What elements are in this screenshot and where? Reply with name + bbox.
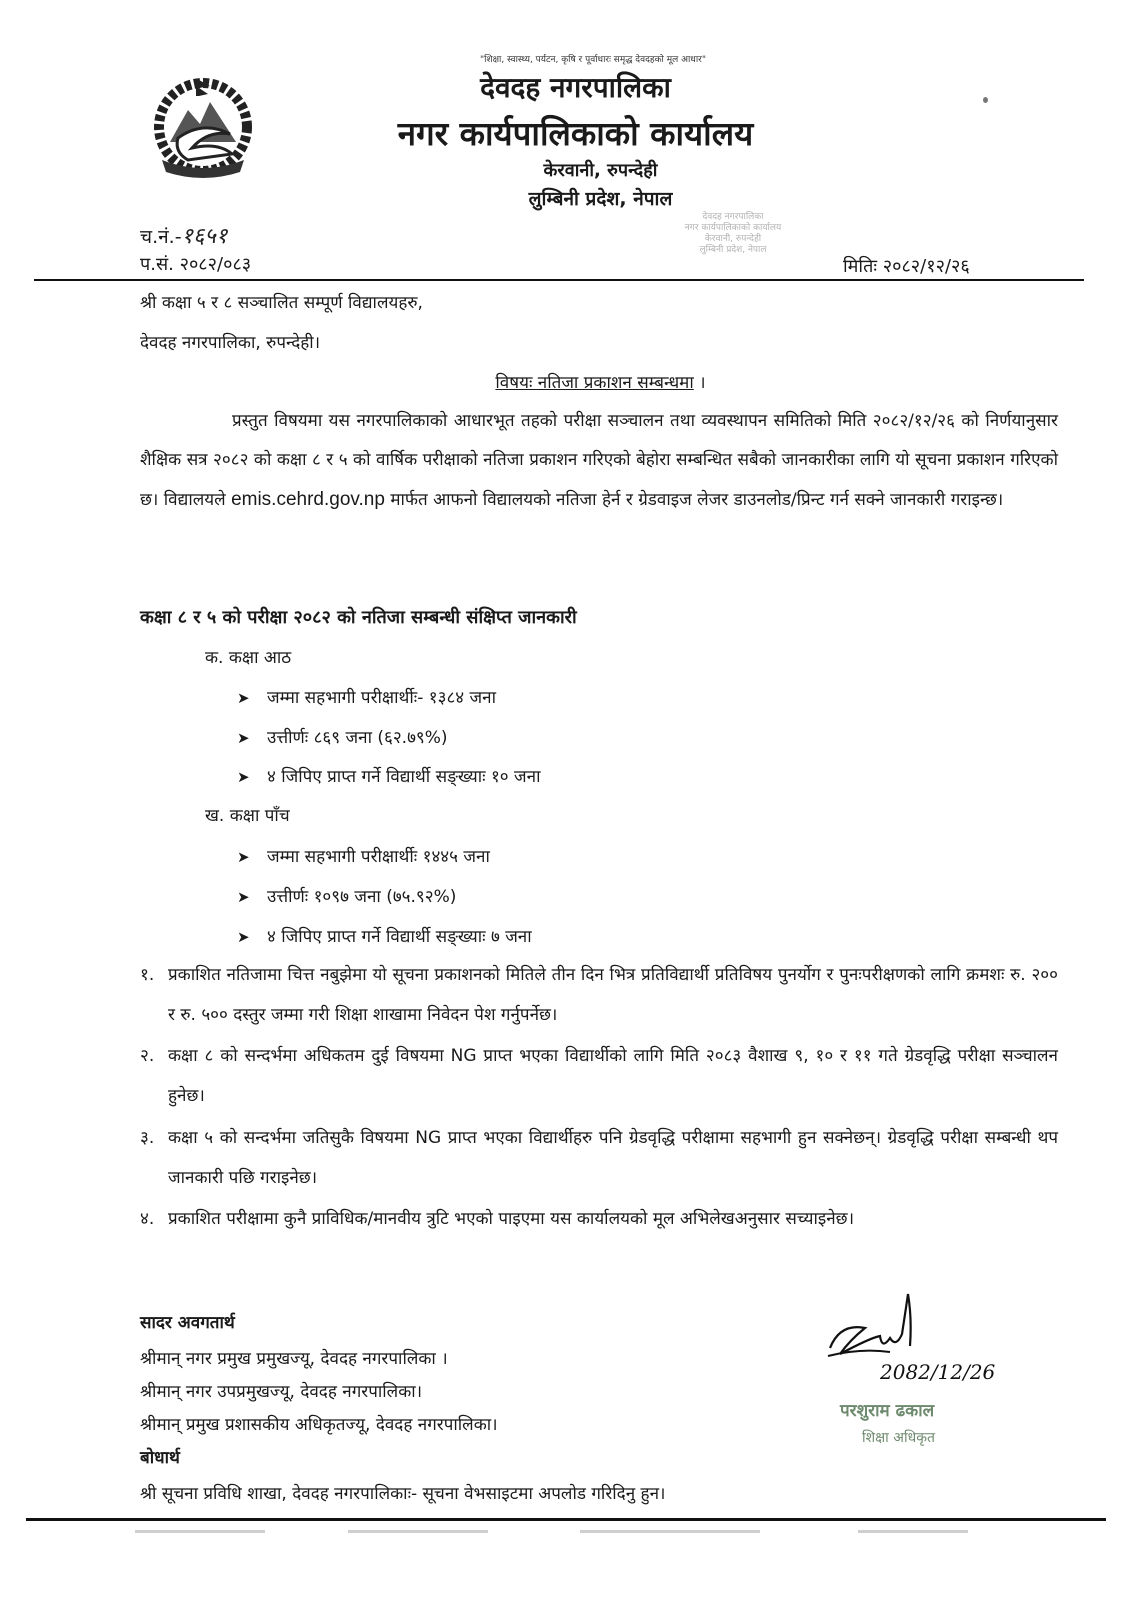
cc-info-recipient: श्रीमान् नगर प्रमुख प्रमुखज्यू, देवदह नगरपालिका ।	[140, 1349, 448, 1369]
note-number: १.	[140, 965, 155, 985]
note-item	[140, 1036, 1058, 1116]
arrowhead-bullet-icon: ➤	[237, 888, 250, 906]
note-item	[140, 1199, 1058, 1239]
dispatch-number: १६५१	[181, 224, 228, 249]
section-grade-8-title: क. कक्षा आठ	[205, 648, 292, 668]
footer-faint-text	[348, 1530, 488, 1533]
arrowhead-bullet-icon: ➤	[237, 689, 250, 707]
arrowhead-bullet-icon: ➤	[237, 848, 250, 866]
addressee-line-2: देवदह नगरपालिका, रुपन्देही।	[140, 333, 321, 353]
stamp-text-1: देवदह नगरपालिका	[702, 212, 764, 222]
grade-5-total: जम्मा सहभागी परीक्षार्थीः १४४५ जना	[267, 847, 490, 867]
subject-text: विषयः नतिजा प्रकाशन सम्बन्धमा	[495, 373, 694, 393]
fiscal-year-label: प.सं.	[140, 254, 174, 275]
grade-8-item	[237, 725, 448, 748]
note-item	[140, 1118, 1058, 1198]
emis-link[interactable]: emis.cehrd.gov.np	[231, 489, 385, 510]
office-stamp-icon	[648, 212, 818, 276]
grade-8-total: जम्मा सहभागी परीक्षार्थीः- १३८४ जना	[267, 688, 496, 708]
cc-info-recipient: श्रीमान् प्रमुख प्रशासकीय अधिकृतज्यू, देवदह नगरपालिका।	[140, 1415, 498, 1435]
addressee-line-1: श्री कक्षा ५ र ८ सञ्चालित सम्पूर्ण विद्यालयहरु,	[140, 293, 423, 313]
footer-faint-text	[580, 1530, 760, 1533]
cc-info-title: सादर अवगतार्थ	[140, 1313, 235, 1333]
body-paragraph	[140, 402, 1058, 520]
stamp-text-2: नगर कार्यपालिकाको कार्यालय	[684, 223, 782, 233]
grade-5-gpa4: ४ जिपिए प्राप्त गर्ने विद्यार्थी सङ्ख्याः ७ जना	[267, 927, 532, 947]
note-text: कक्षा ५ को सन्दर्भमा जतिसुकै विषयमा NG प्राप्त भएका विद्यार्थीहरु पनि ग्रेडवृद्धि परीक्षामा सहभागी हुन सक्नेछन्। ग्रेडवृद्धि परीक्षा सम्बन्धी थप जानकारी पछि गराइनेछ।	[168, 1128, 1058, 1188]
dispatch-number-row	[140, 220, 227, 250]
footer-divider	[26, 1518, 1106, 1521]
municipality-name: देवदह नगरपालिका	[480, 71, 671, 104]
grade-5-passed: उत्तीर्णः १०९७ जना (७५.९२%)	[267, 887, 457, 907]
section-grade-5-title: ख. कक्षा पाँच	[205, 806, 290, 826]
arrowhead-bullet-icon: ➤	[237, 768, 250, 786]
grade-8-gpa4: ४ जिपिए प्राप्त गर्ने विद्यार्थी सङ्ख्याः १० जना	[267, 767, 541, 787]
note-item	[140, 955, 1058, 1035]
fiscal-year: २०८२/०८३	[179, 254, 252, 275]
note-number: २.	[140, 1046, 155, 1066]
body-text-1: प्रस्तुत विषयमा यस नगरपालिकाको आधारभूत तहको परीक्षा सञ्चालन तथा व्यवस्थापन समितिको मिति २०८२/१२/२६ को निर्णयानुसार शैक्षिक सत्र २०८२ को कक्षा ८ र ५ को वार्षिक परीक्षाको नतिजा प्रकाशन गरिएको बेहोरा सम्बन्धित सबैको जानकारीका लागि यो सूचना प्रकाशन गरिएको छ। विद्यालयले	[140, 411, 1058, 510]
letter-date	[843, 254, 970, 278]
grade-8-passed: उत्तीर्णः ८६९ जना (६२.७९%)	[267, 728, 448, 748]
date-label: मितिः	[843, 256, 877, 277]
grade-5-item	[237, 884, 456, 907]
note-text: प्रकाशित परीक्षामा कुनै प्राविधिक/मानवीय त्रुटि भएको पाइएमा यस कार्यालयको मूल अभिलेखअनुसार सच्याइनेछ।	[168, 1209, 855, 1229]
footer-faint-text	[135, 1530, 265, 1533]
fiscal-year-row	[140, 252, 251, 276]
grade-5-item	[237, 924, 532, 947]
body-text-2: मार्फत आफनो विद्यालयको नतिजा हेर्न र ग्रेडवाइज लेजर डाउनलोड/प्रिन्ट गर्न सक्ने जानकारी गराइन्छ।	[390, 490, 1004, 510]
signatory-designation: शिक्षा अधिकृत	[862, 1430, 935, 1446]
cc-info-recipient: श्रीमान् नगर उपप्रमुखज्यू, देवदह नगरपालिका।	[140, 1382, 423, 1402]
municipality-motto: "शिक्षा, स्वास्थ्य, पर्यटन, कृषि र पूर्वाधारः समृद्ध देवदहको मूल आधार"	[480, 55, 706, 65]
grade-5-item	[237, 844, 490, 867]
summary-title: कक्षा ८ र ५ को परीक्षा २०८२ को नतिजा सम्बन्धी संक्षिप्त जानकारी	[140, 607, 577, 628]
note-number: ३.	[140, 1128, 155, 1148]
note-text: कक्षा ८ को सन्दर्भमा अधिकतम दुई विषयमा NG प्राप्त भएका विद्यार्थीको लागि मिति २०८३ वैशाख ९, १० र ११ गते ग्रेडवृद्धि परीक्षा सञ्चालन हुनेछ।	[168, 1046, 1058, 1106]
stamp-text-4: लुम्बिनी प्रदेश, नेपाल	[699, 245, 767, 255]
arrowhead-bullet-icon: ➤	[237, 928, 250, 946]
cc-action-recipient: श्री सूचना प्रविधि शाखा, देवदह नगरपालिकाः- सूचना वेभसाइटमा अपलोड गरिदिनु हुन।	[140, 1484, 666, 1504]
grade-8-item	[237, 764, 540, 787]
header-divider	[34, 279, 1084, 281]
arrowhead-bullet-icon: ➤	[237, 729, 250, 747]
note-number: ४.	[140, 1209, 155, 1229]
date-value: २०८२/१२/२६	[882, 256, 970, 277]
signatory-name: परशुराम ढकाल	[840, 1401, 935, 1421]
address-line-1: केरवानी, रुपन्देही	[543, 160, 658, 181]
stamp-text-3: केरवानी, रुपन्देही	[704, 234, 762, 244]
grade-8-item	[237, 685, 496, 708]
subject-end-mark: ।	[699, 373, 706, 393]
footer-faint-text	[858, 1530, 968, 1533]
handwritten-date: 2082/12/26	[880, 1360, 996, 1384]
note-text: प्रकाशित नतिजामा चित्त नबुझेमा यो सूचना प्रकाशनको मितिले तीन दिन भित्र प्रतिविद्यार्थी प्रतिविषय पुनर्योग र पुनःपरीक्षणको लागि क्रमशः रु. २०० र रु. ५०० दस्तुर जम्मा गरी शिक्षा शाखामा निवेदन पेश गर्नुपर्नेछ।	[168, 965, 1058, 1025]
address-line-2: लुम्बिनी प्रदेश, नेपाल	[528, 188, 673, 210]
dispatch-label: च.नं.-	[140, 226, 182, 248]
subject-line	[0, 370, 1131, 393]
cc-action-title: बोधार्थ	[140, 1448, 180, 1468]
office-name: नगर कार्यपालिकाको कार्यालय	[397, 114, 754, 153]
